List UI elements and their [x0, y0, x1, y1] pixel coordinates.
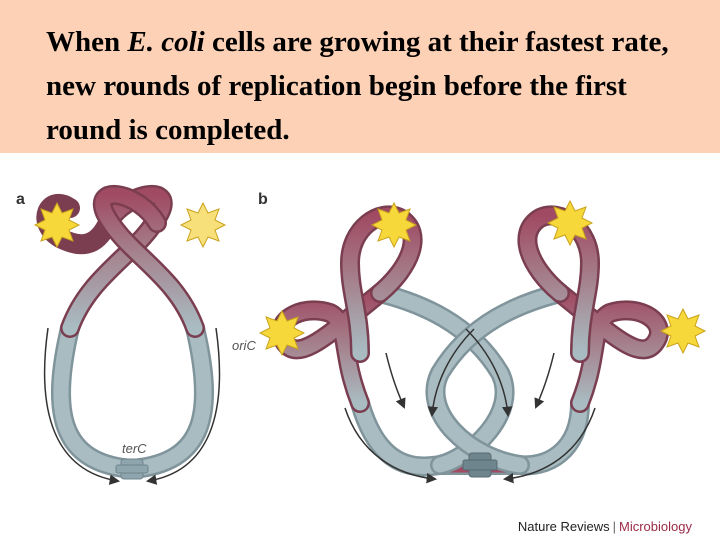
panel-b-arrow-mid-right: [536, 353, 554, 407]
slide-title: [46, 20, 686, 152]
panel-b-origin-star-left: [260, 311, 304, 355]
credit-field: Microbiology: [619, 519, 692, 534]
panel-a-ter-label: terC: [122, 441, 147, 456]
panel-b-origin-star-top-left: [372, 203, 416, 247]
panel-b-label: b: [258, 191, 268, 208]
panel-a: [16, 191, 225, 481]
panel-b: [232, 191, 705, 479]
title-band: [0, 0, 720, 153]
panel-b-arrow-mid-left: [386, 353, 404, 407]
panel-a-terminus-cross-icon: [116, 459, 148, 479]
replication-diagram: [0, 153, 720, 540]
panel-b-origin-star-top-right: [548, 201, 592, 245]
ori-label: oriC: [232, 338, 256, 353]
credit-journal: Nature Reviews: [517, 519, 610, 534]
title-post: cells are growing at their fastest rate, new rounds of replication begin before the first round is completed.: [46, 26, 669, 146]
image-credit: [518, 519, 692, 534]
panel-a-label: a: [16, 191, 25, 208]
credit-separator: |: [612, 519, 617, 534]
title-organism: E. coli: [127, 26, 205, 58]
panel-a-origin-star-right: [181, 203, 225, 247]
panel-a-origin-star-left: [35, 203, 79, 247]
title-pre: When: [46, 26, 128, 58]
panel-b-origin-star-right: [661, 309, 705, 353]
